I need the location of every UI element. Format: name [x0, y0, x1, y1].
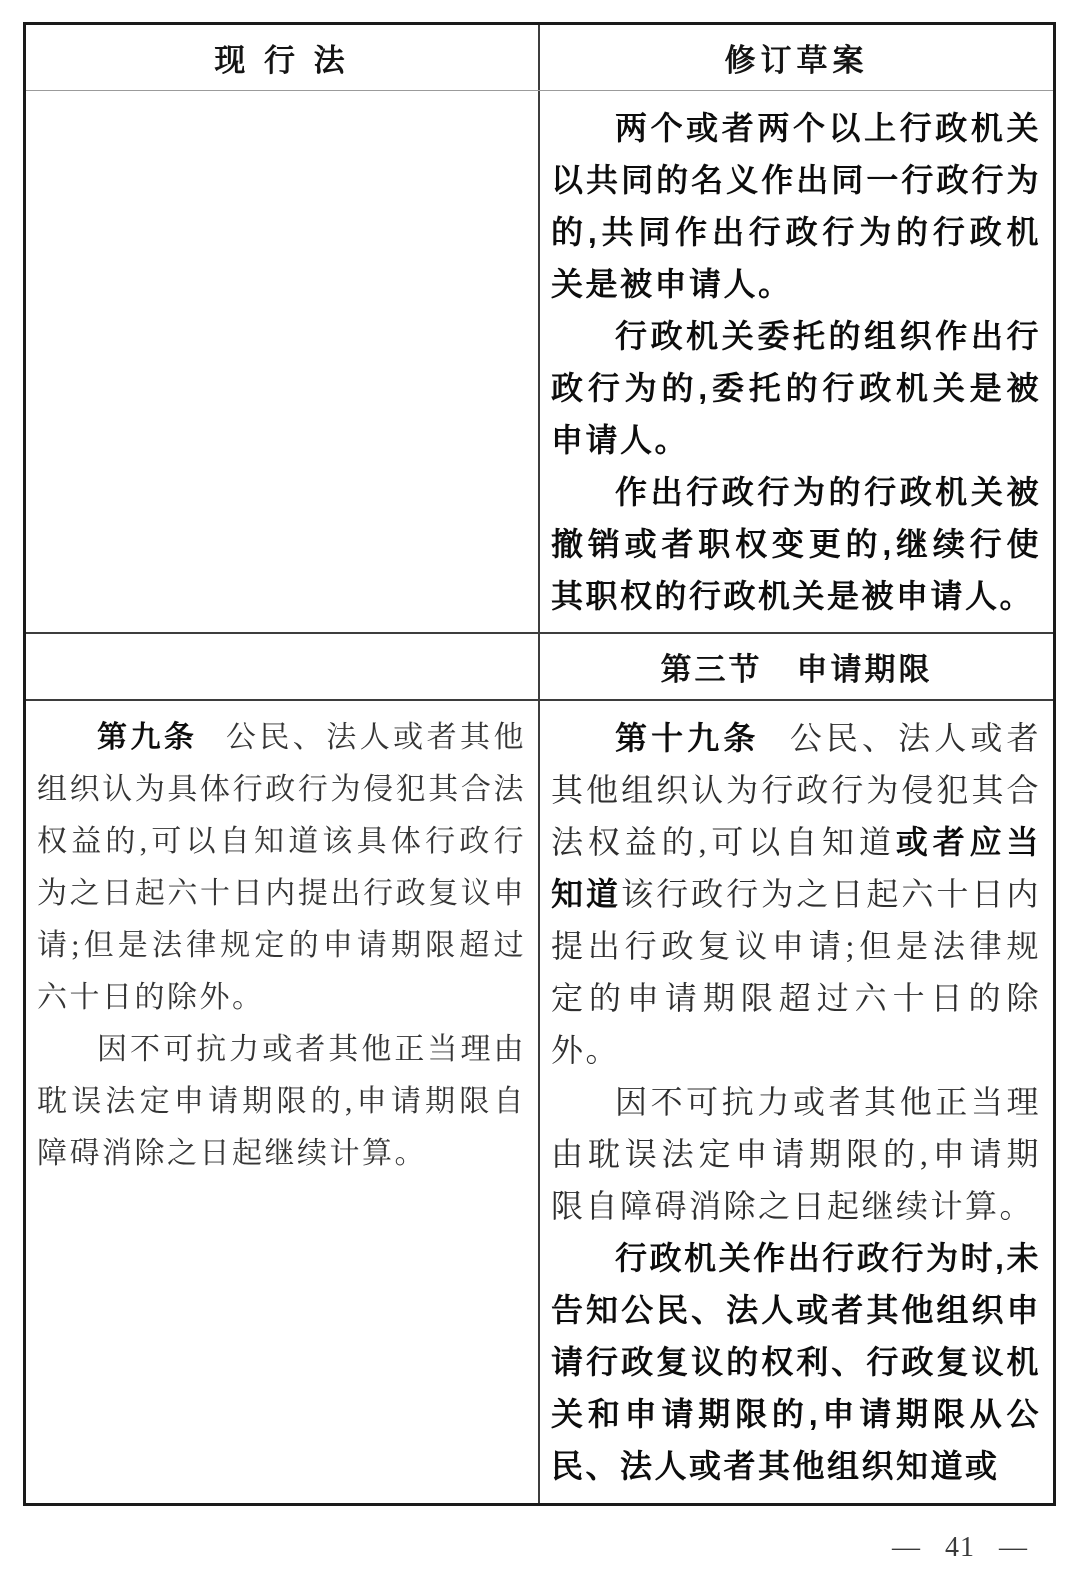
paragraph-article-9 — [37, 712, 526, 1024]
header-current-law: 现 行 法 — [26, 25, 540, 90]
paragraph-article-19 — [551, 712, 1041, 1076]
article-9-text: 公民、法人或者其他组织认为具体行政行为侵犯其合法权益的,可以自知道该具体行政行为之日起六十日内提出行政复议申请;但是法律规定的申请期限超过六十日的除外。 — [37, 721, 527, 1014]
revision-draft-cell — [540, 91, 1053, 632]
article-19-text-run1: 公民、法人或者其他组织认为行政行为侵犯其合法权益的,可以自知道 — [551, 720, 1041, 860]
paragraph-force-majeure-right: 因不可抗力或者其他正当理由耽误法定申请期限的,申请期限自障碍消除之日起继续计算。 — [551, 1084, 1041, 1224]
article-19-label: 第十九条 — [615, 720, 760, 756]
paragraph-joint-agencies: 两个或者两个以上行政机关以共同的名义作出同一行政行为的,共同作出行政行为的行政机关是被申请人。 — [551, 110, 1041, 302]
table-row-application-period — [26, 701, 1053, 1503]
paragraph-abolished-agency: 作出行政行为的行政机关被撤销或者职权变更的,继续行使其职权的行政机关是被申请人。 — [551, 474, 1041, 614]
revision-draft-article-19-cell — [540, 701, 1053, 1503]
paragraph-force-majeure-left: 因不可抗力或者其他正当理由耽误法定申请期限的,申请期限自障碍消除之日起继续计算。 — [37, 1033, 526, 1170]
page-number: — 41 — — [892, 1532, 1028, 1563]
header-revision-draft: 修订草案 — [724, 43, 869, 78]
paragraph-entrusted-organization: 行政机关委托的组织作出行政行为的,委托的行政机关是被申请人。 — [551, 318, 1041, 458]
section-heading: 第三节 申请期限 — [660, 652, 933, 687]
current-law-empty-cell — [26, 634, 540, 699]
table-row-section-heading — [26, 634, 1053, 701]
table-header-row — [26, 25, 1053, 91]
article-19-added-text: 或者应当知道 — [551, 824, 1041, 912]
current-law-article-9-cell — [26, 701, 540, 1503]
article-9-label: 第九条 — [97, 721, 198, 754]
paragraph-uninformed-rights: 行政机关作出行政行为时,未告知公民、法人或者其他组织申请行政复议的权利、行政复议机关和申请期限的,申请期限从公民、法人或者其他组织知道或 — [551, 1240, 1041, 1484]
article-19-text-run3: 该行政行为之日起六十日内提出行政复议申请;但是法律规定的申请期限超过六十日的除外。 — [551, 876, 1041, 1068]
current-law-empty-cell — [26, 91, 540, 632]
table-row-respondent-provisions — [26, 91, 1053, 634]
law-comparison-table — [23, 22, 1056, 1506]
